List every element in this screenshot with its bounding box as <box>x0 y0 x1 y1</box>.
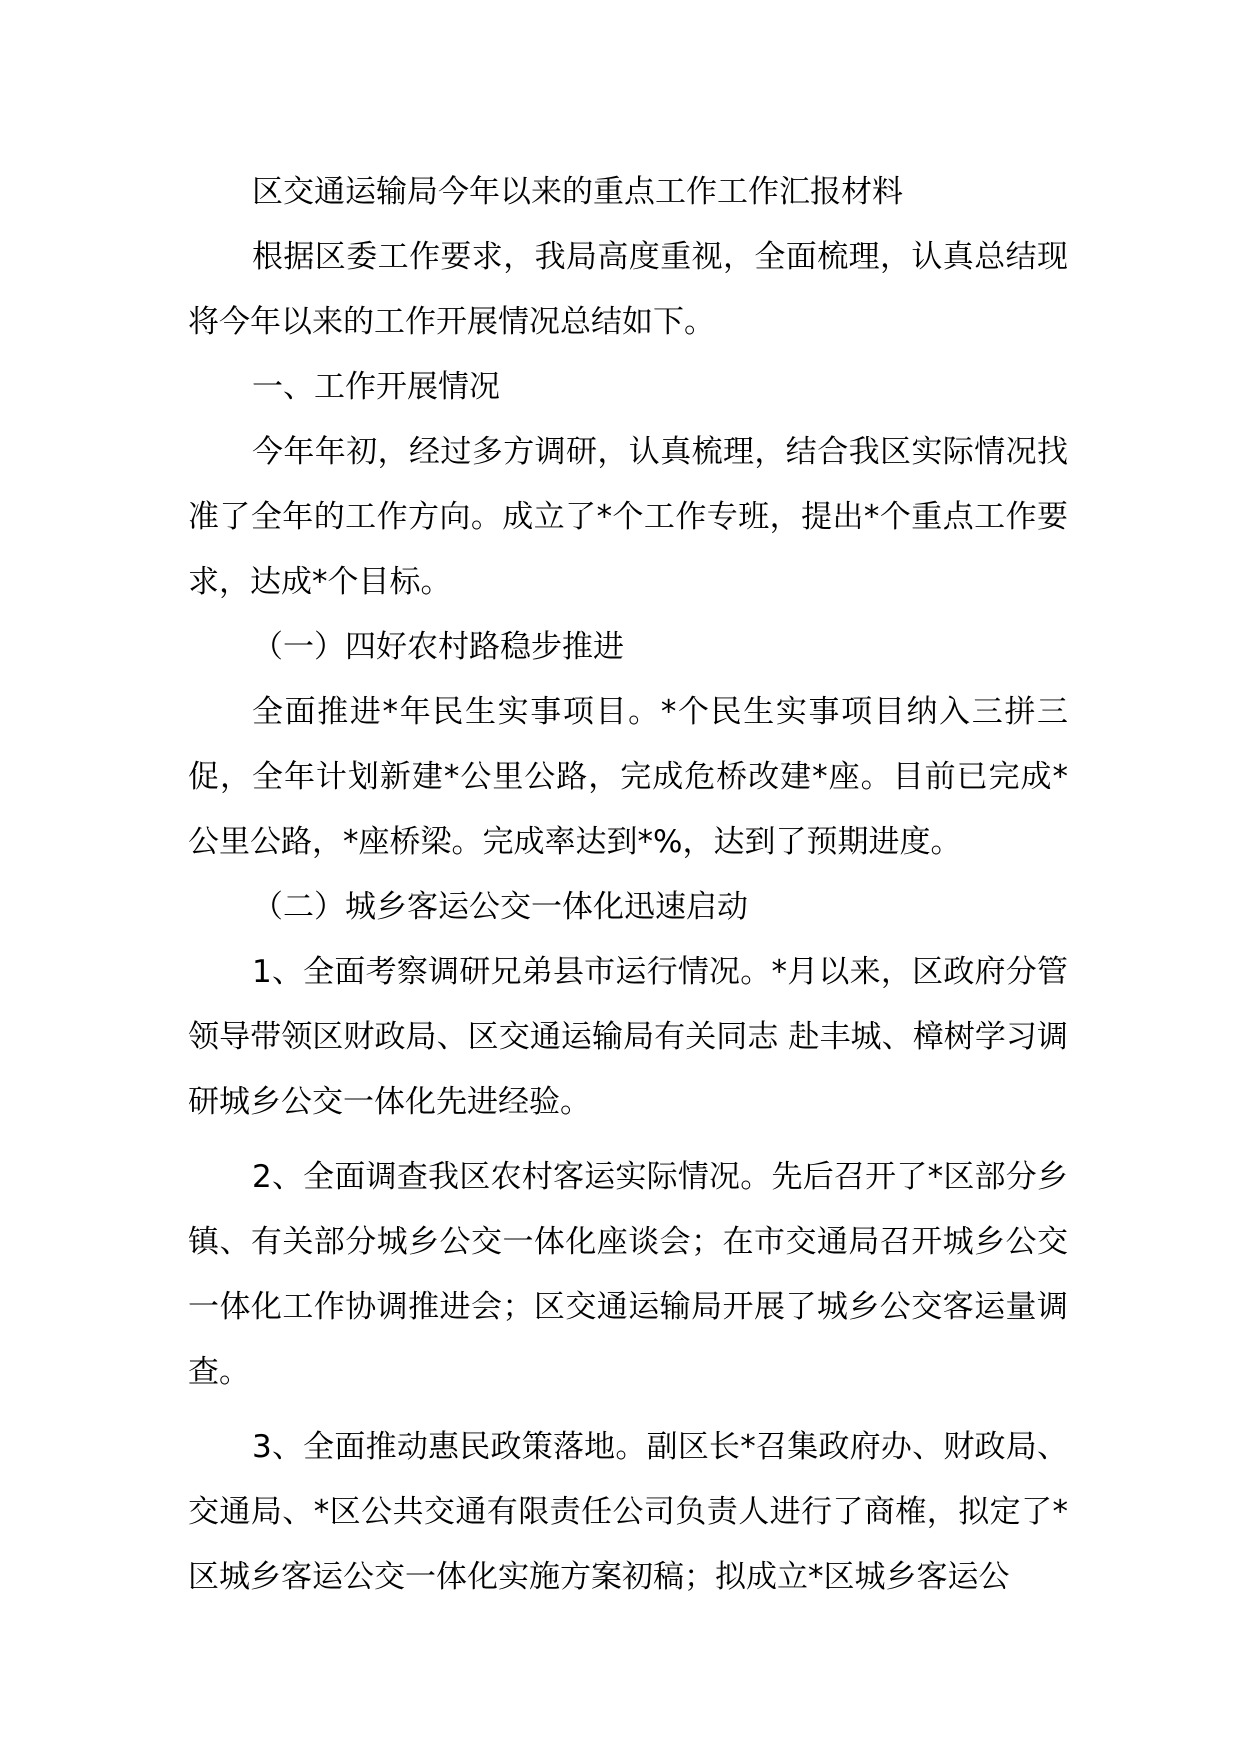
paragraph-section-1: 今年年初，经过多方调研，认真梳理，结合我区实际情况找准了全年的工作方向。成立了*个工作专班，提出*个重点工作要求，达成*个目标。 <box>188 434 1068 600</box>
subsection-heading-2: （二）城乡客运公交一体化迅速启动 <box>252 889 748 925</box>
paragraph-intro: 根据区委工作要求，我局高度重视，全面梳理，认真总结现将今年以来的工作开展情况总结如下。 <box>188 239 1068 340</box>
document-body <box>188 160 1068 1610</box>
subsection-heading-1: （一）四好农村路稳步推进 <box>252 629 624 665</box>
document-title: 区交通运输局今年以来的重点工作工作汇报材料 <box>252 174 903 210</box>
paragraph-item-1: 1、全面考察调研兄弟县市运行情况。*月以来，区政府分管领导带领区财政局、区交通运输局有关同志 赴丰城、樟树学习调研城乡公交一体化先进经验。 <box>188 954 1068 1120</box>
paragraph-item-3: 3、全面推动惠民政策落地。副区长*召集政府办、财政局、交通局、*区公共交通有限责任公司负责人进行了商榷，拟定了*区城乡客运公交一体化实施方案初稿；拟成立*区城乡客运公 <box>188 1429 1068 1595</box>
paragraph-subsection-1: 全面推进*年民生实事项目。*个民生实事项目纳入三拼三促，全年计划新建*公里公路，完成危桥改建*座。目前已完成*公里公路，*座桥梁。完成率达到*%，达到了预期进度。 <box>188 694 1068 860</box>
section-heading-1: 一、工作开展情况 <box>252 369 500 405</box>
paragraph-item-2: 2、全面调查我区农村客运实际情况。先后召开了*区部分乡镇、有关部分城乡公交一体化座谈会；在市交通局召开城乡公交一体化工作协调推进会；区交通运输局开展了城乡公交客运量调查。 <box>188 1159 1068 1390</box>
